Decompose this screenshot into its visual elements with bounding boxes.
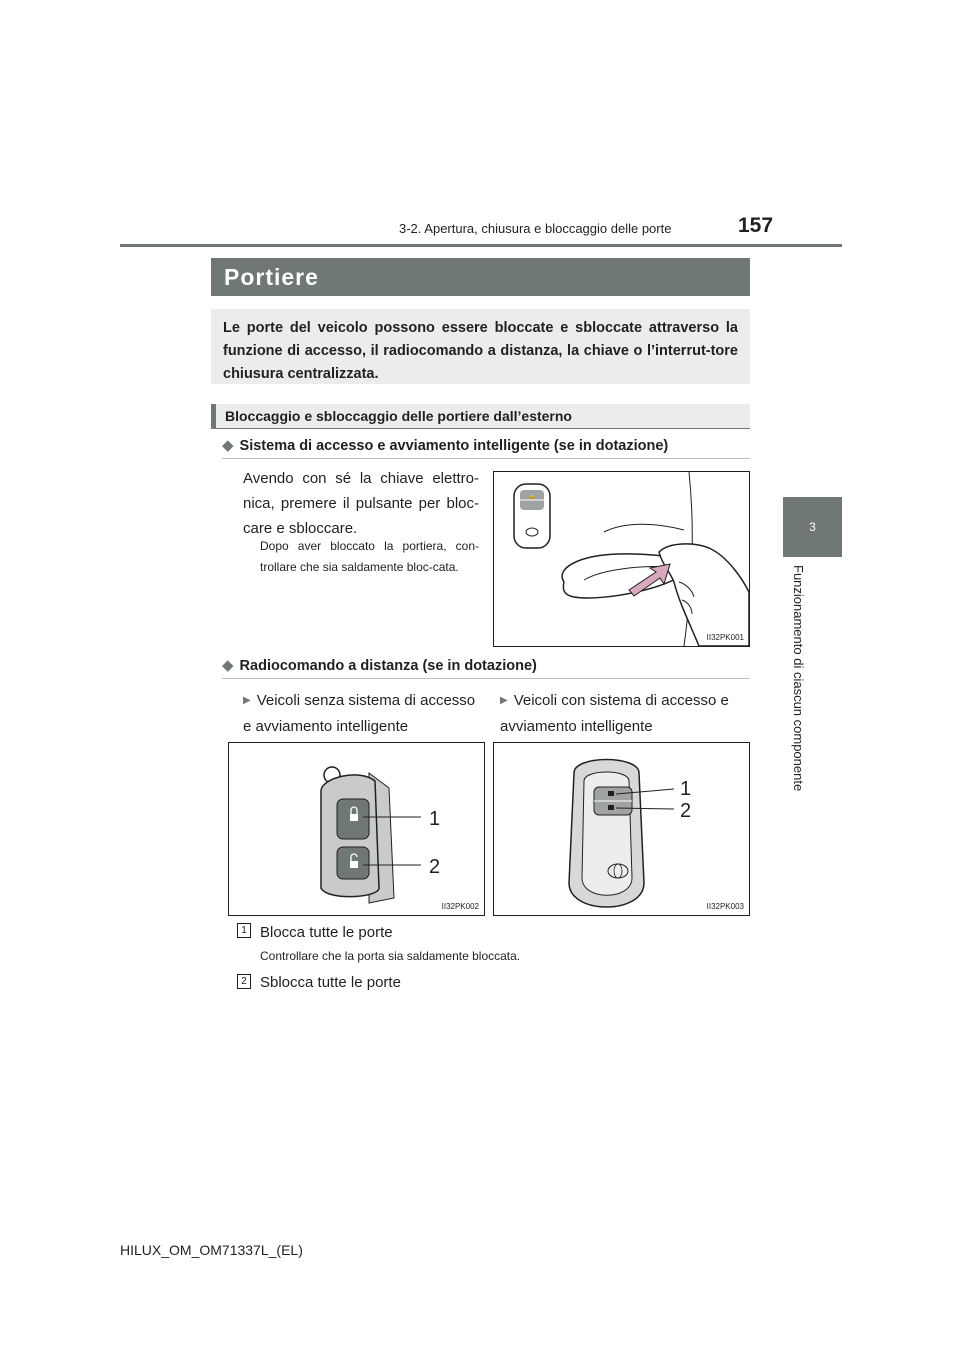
figure-flip-key [228,742,485,916]
section-title: Portiere [211,258,750,296]
triangle-bullet-icon: ▶ [243,695,251,706]
topic-smart-entry-body: Avendo con sé la chiave elettro-nica, premere il pulsante per bloc-care e sbloccare. [243,470,479,537]
subsection-title: Bloccaggio e sbloccaggio delle portiere dall’esterno [211,404,750,428]
topic-rule [222,458,750,459]
triangle-bullet-icon: ▶ [500,695,508,706]
topic-smart-entry-note: Dopo aver bloccato la portiera, con-trollare che sia saldamente bloc-cata. [260,539,479,574]
topic-remote-control-title: Radiocomando a distanza (se in dotazione) [239,658,537,674]
label-without-smart-entry-text: Veicoli senza sistema di accesso e avviamento intelligente [243,692,476,735]
chapter-tab: 3 [783,497,842,557]
callout-1: 1 [429,808,441,830]
label-with-smart-entry [500,689,745,739]
topic-smart-entry [222,436,668,454]
diamond-bullet-icon: ◆ [222,437,234,454]
callout-1: 1 [680,778,692,800]
figure-smart-key [493,742,750,916]
diamond-bullet-icon: ◆ [222,657,234,674]
item-lock-all-doors: Blocca tutte le porte [260,924,393,941]
topic-rule [222,678,750,679]
svg-text:🔒: 🔒 [528,493,536,500]
topic-remote-control [222,656,537,674]
figure-code: II32PK001 [706,633,744,642]
topic-smart-entry-title: Sistema di accesso e avviamento intelligente (se in dotazione) [239,438,669,454]
page-number: 157 [738,214,774,237]
door-handle-illustration [494,472,749,646]
label-without-smart-entry [243,689,479,739]
figure-code: II32PK002 [441,902,479,911]
header-rule [120,244,842,247]
callout-2: 2 [680,800,692,822]
header-section-title: 3-2. Apertura, chiusura e bloccaggio delle porte [399,221,672,236]
intro-box: Le porte del veicolo possono essere bloccate e sbloccate attraverso la funzione di accesso, il radiocomando a distanza, la chiave o l’interrut-tore chiusura centralizzata. [211,309,750,384]
item-lock-note: Controllare che la porta sia saldamente bloccata. [260,949,521,963]
footer-doc-code: HILUX_OM_OM71337L_(EL) [120,1242,303,1258]
item-unlock-all-doors: Sblocca tutte le porte [260,974,401,991]
label-with-smart-entry-text: Veicoli con sistema di accesso e avviamento intelligente [500,692,729,735]
item-number-badge: 2 [237,974,251,989]
subsection-rule [211,428,750,429]
callout-2: 2 [429,856,441,878]
flip-key-illustration [229,743,484,915]
item-number-badge: 1 [237,923,251,938]
figure-code: II32PK003 [706,902,744,911]
chapter-title-vertical: Funzionamento di ciascun componente [791,565,806,792]
smart-key-illustration [494,743,749,915]
figure-door-handle [493,471,750,647]
